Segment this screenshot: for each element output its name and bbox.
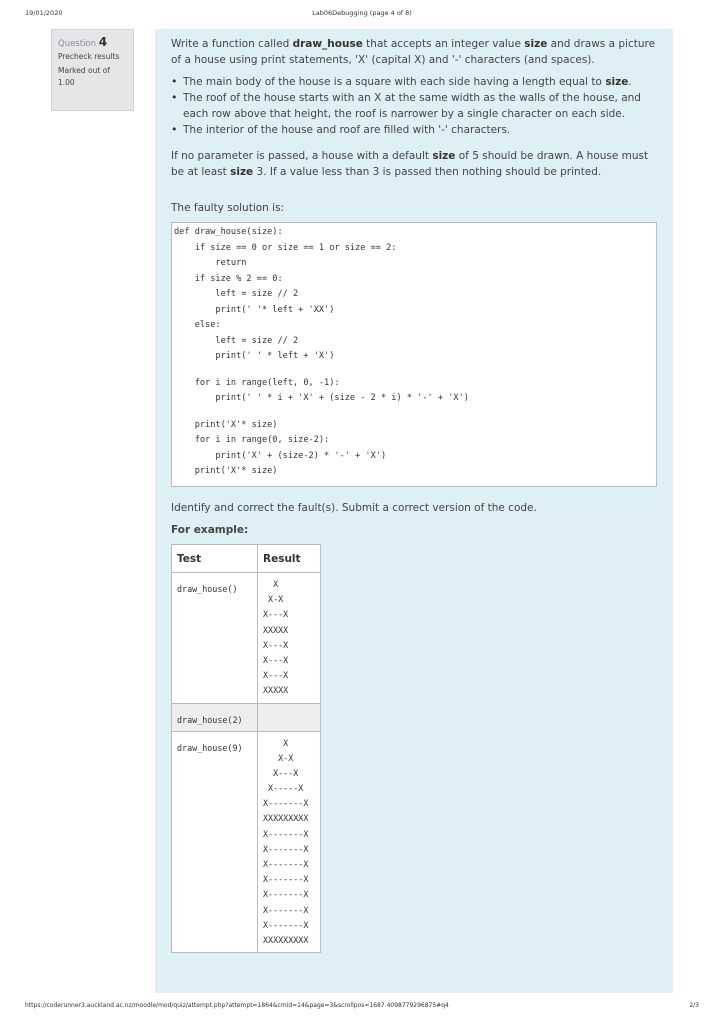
example-row bbox=[172, 573, 321, 704]
code-line: print(' ' * left + 'X') bbox=[174, 351, 335, 361]
marked-out-of-value: 1.00 bbox=[58, 78, 75, 87]
code-line bbox=[172, 365, 656, 376]
result-line: X-----X bbox=[263, 783, 304, 794]
code-line: left = size // 2 bbox=[174, 289, 299, 299]
example-test-cell bbox=[172, 573, 258, 704]
question-number: 4 bbox=[98, 35, 108, 49]
for-example-label: For example: bbox=[171, 524, 249, 536]
intro-text-1: Write a function called bbox=[171, 38, 293, 50]
example-result-cell bbox=[258, 731, 321, 953]
code-line: print('X'* size) bbox=[174, 419, 278, 430]
question-intro bbox=[171, 36, 657, 68]
result-line: X-X bbox=[263, 594, 284, 605]
code-line: for i in range(0, size-2): bbox=[174, 435, 330, 445]
result-line: XXXXX bbox=[263, 685, 289, 696]
print-date: 19/01/2020 bbox=[25, 9, 63, 17]
result-line: XXXXXXXXX bbox=[263, 934, 309, 945]
question-info-box bbox=[51, 29, 134, 111]
intro-text-2: that accepts an integer value bbox=[362, 38, 525, 50]
header-test: Test bbox=[172, 545, 258, 573]
para2-text-3: 3. If a value less than 3 is passed then nothing should be printed. bbox=[253, 166, 602, 178]
result-line: X bbox=[263, 737, 289, 748]
print-footer bbox=[0, 1002, 724, 1014]
bullet1-end: . bbox=[628, 76, 632, 88]
example-test-call: draw_house() bbox=[177, 584, 238, 594]
code-line: left = size // 2 bbox=[174, 335, 299, 346]
example-row bbox=[172, 703, 321, 731]
example-test-cell bbox=[172, 731, 258, 953]
faulty-code-block bbox=[171, 222, 657, 487]
result-line: X---X bbox=[263, 670, 289, 681]
result-line: X---X bbox=[263, 609, 289, 620]
result-line: X---X bbox=[263, 654, 289, 665]
result-line: XXXXX bbox=[263, 624, 289, 635]
result-line: X-------X bbox=[263, 874, 309, 885]
code-line: else: bbox=[174, 320, 221, 330]
result-line: X---X bbox=[263, 767, 299, 778]
intro-text-3: and draws a picture of a house using print statements, 'X' (capital X) and '-' characters (and spaces). bbox=[171, 38, 656, 66]
code-line: for i in range(left, 0, -1): bbox=[174, 377, 340, 388]
question-content bbox=[155, 29, 673, 993]
print-header bbox=[0, 9, 724, 21]
result-line: X-------X bbox=[263, 843, 309, 854]
bullet1-text: The main body of the house is a square with each side having a length equal to bbox=[183, 76, 606, 88]
example-result-cell bbox=[258, 703, 321, 731]
code-line: print(' ' * i + 'X' + (size - 2 * i) * '-' + 'X') bbox=[174, 393, 469, 403]
print-page-title: Lab06Debugging (page 4 of 8) bbox=[312, 9, 412, 17]
result-line: X-------X bbox=[263, 828, 309, 839]
example-test-cell bbox=[172, 703, 258, 731]
requirements-list bbox=[171, 74, 657, 138]
para2-text-1: If no parameter is passed, a house with a default bbox=[171, 150, 433, 162]
example-row bbox=[172, 731, 321, 953]
code-line bbox=[172, 407, 656, 418]
result-line: X-------X bbox=[263, 889, 309, 900]
requirement-roof: • The roof of the house starts with an X at the same width as the walls of the house, and each row above that height, the roof is narrower by a single character on each side. bbox=[171, 90, 657, 122]
question-number-line bbox=[58, 35, 127, 51]
precheck-results-label: Precheck results bbox=[58, 52, 120, 61]
requirement-interior: • The interior of the house and roof are filled with '-' characters. bbox=[171, 122, 657, 138]
result-line: X-------X bbox=[263, 859, 309, 869]
result-line: XXXXXXXXX bbox=[263, 813, 309, 824]
example-test-call: draw_house(9) bbox=[177, 742, 243, 753]
result-line: X---X bbox=[263, 639, 289, 650]
examples-table bbox=[171, 544, 321, 953]
print-url: https://coderunner3.auckland.ac.nz/moodle/mod/quiz/attempt.php?attempt=1864&cmid=14&page=3&scrollpos=1687.4098779296875#q4 bbox=[25, 1002, 449, 1009]
para2-text-2: of 5 should be drawn. A house must be at least bbox=[171, 150, 649, 178]
result-line: X-------X bbox=[263, 919, 309, 930]
size-keyword: size bbox=[524, 38, 548, 50]
code-line: if size % 2 == 0: bbox=[174, 273, 283, 284]
result-line: X bbox=[263, 579, 279, 589]
header-result: Result bbox=[258, 545, 321, 573]
result-line: X-------X bbox=[263, 904, 309, 915]
question-label: Question bbox=[58, 39, 97, 49]
requirement-body bbox=[171, 74, 657, 90]
result-line: X-X bbox=[263, 752, 294, 763]
size-keyword: size bbox=[432, 150, 456, 162]
code-line: def draw_house(size): bbox=[174, 227, 283, 237]
size-keyword: size bbox=[605, 76, 629, 88]
code-line: print('X'* size) bbox=[174, 466, 278, 476]
example-test-call: draw_house(2) bbox=[177, 714, 243, 725]
examples-header-row bbox=[172, 545, 321, 573]
code-line: print(' '* left + 'XX') bbox=[174, 304, 335, 315]
code-line: print('X' + (size-2) * '-' + 'X') bbox=[174, 450, 387, 461]
function-name: draw_house bbox=[292, 38, 363, 50]
marked-out-of-label: Marked out of bbox=[58, 66, 110, 75]
size-keyword: size bbox=[230, 166, 254, 178]
example-result-cell bbox=[258, 573, 321, 704]
faulty-solution-label: The faulty solution is: bbox=[171, 202, 285, 214]
print-page-number: 2/3 bbox=[689, 1002, 699, 1009]
code-line: if size == 0 or size == 1 or size == 2: bbox=[174, 242, 397, 253]
code-line: return bbox=[174, 258, 247, 268]
identify-instruction: Identify and correct the fault(s). Submit a correct version of the code. bbox=[171, 502, 537, 514]
default-size-paragraph bbox=[171, 148, 657, 180]
result-line: X-------X bbox=[263, 798, 309, 809]
